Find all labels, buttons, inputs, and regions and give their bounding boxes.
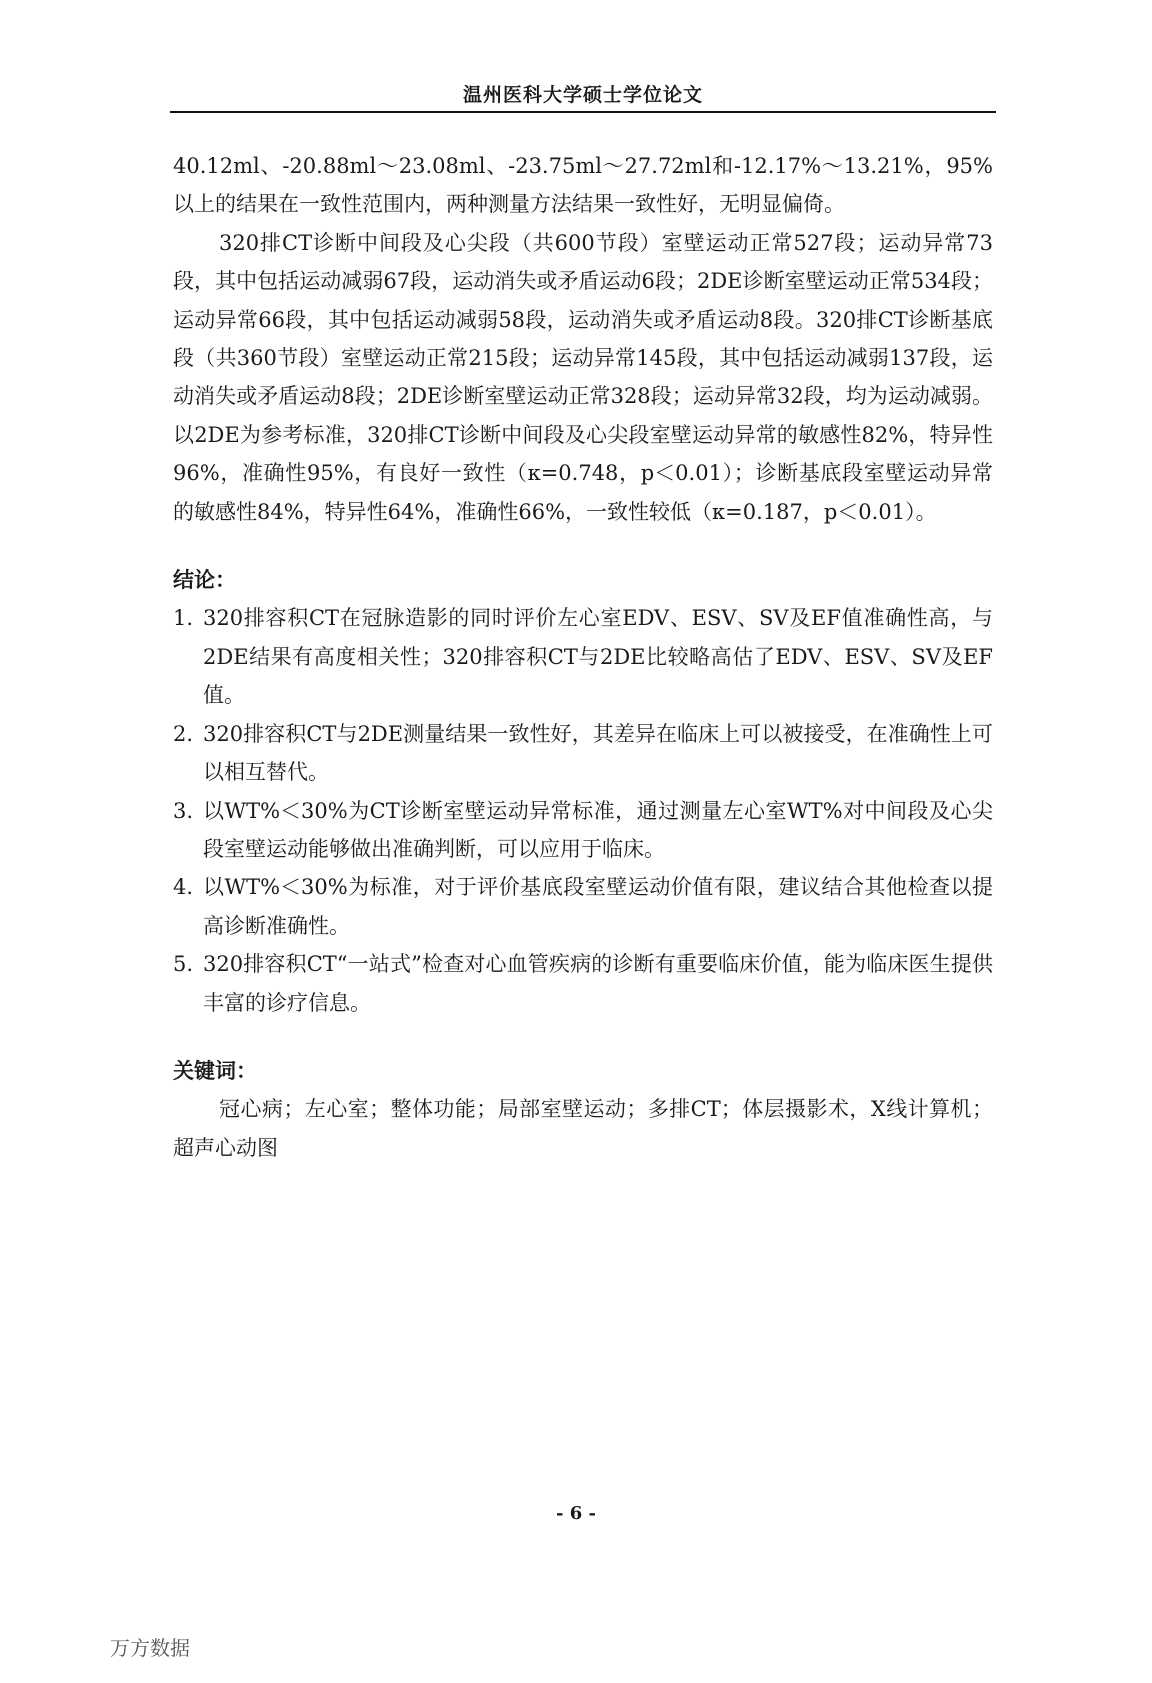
conclusion-number: 2. [173, 721, 194, 746]
watermark-text: 万方数据 [110, 1636, 190, 1660]
results-paragraph-1: 40.12ml、-20.88ml～23.08ml、-23.75ml～27.72ml和-12.17%～13.21%，95%以上的结果在一致性范围内，两种测量方法结果一致性好，无明显偏倚。 [173, 154, 993, 217]
conclusion-item [173, 792, 993, 869]
conclusion-number: 5. [173, 952, 194, 977]
running-header: 温州医科大学硕士学位论文 [462, 84, 703, 106]
keywords-text: 冠心病；左心室；整体功能；局部室壁运动；多排CT；体层摄影术，X线计算机；超声心动图 [173, 1097, 993, 1160]
conclusion-item [173, 715, 993, 792]
conclusion-text: 320排容积CT在冠脉造影的同时评价左心室EDV、ESV、SV及EF值准确性高，与2DE结果有高度相关性；320排容积CT与2DE比较略高估了EDV、ESV、SV及EF值。 [203, 606, 993, 708]
conclusion-item [173, 945, 993, 1022]
header-rule [170, 111, 996, 113]
conclusion-text: 320排容积CT与2DE测量结果一致性好，其差异在临床上可以被接受，在准确性上可以相互替代。 [203, 721, 993, 785]
keywords-heading: 关键词： [173, 1057, 257, 1083]
page-number: - 6 - [556, 1503, 596, 1524]
conclusions-list [173, 599, 993, 1021]
conclusion-text: 以WT%＜30%为CT诊断室壁运动异常标准，通过测量左心室WT%对中间段及心尖段室壁运动能够做出准确判断，可以应用于临床。 [203, 798, 993, 861]
results-paragraph-2: 320排CT诊断中间段及心尖段（共600节段）室壁运动正常527段；运动异常73段，其中包括运动减弱67段，运动消失或矛盾运动6段；2DE诊断室壁运动正常534段；运动异常66段，其中包括运动减弱58段，运动消失或矛盾运动8段。320排CT诊断基底段（共360节段）室壁运动正常215段；运动异常145段，其中包括运动减弱137段，运动消失或矛盾运动8段；2DE诊断室壁运动正常328段；运动异常32段，均为运动减弱。以2DE为参考标准，320排CT诊断中间段及心尖段室壁运动异常的敏感性82%，特异性96%，准确性95%，有良好一致性（κ=0.748，p＜0.01）；诊断基底段室壁运动异常的敏感性84%，特异性64%，准确性66%，一致性较低（κ=0.187，p＜0.01）。 [173, 230, 993, 524]
conclusion-item [173, 868, 993, 945]
conclusion-text: 以WT%＜30%为标准，对于评价基底段室壁运动价值有限，建议结合其他检查以提高诊断准确性。 [203, 875, 993, 938]
conclusion-number: 3. [173, 798, 194, 823]
conclusion-item [173, 599, 993, 714]
page-body [173, 147, 993, 1167]
conclusion-number: 4. [173, 875, 194, 900]
conclusions-heading: 结论： [173, 567, 236, 593]
conclusion-text: 320排容积CT“一站式”检查对心血管疾病的诊断有重要临床价值，能为临床医生提供丰富的诊疗信息。 [203, 952, 993, 1015]
conclusion-number: 1. [173, 606, 194, 631]
